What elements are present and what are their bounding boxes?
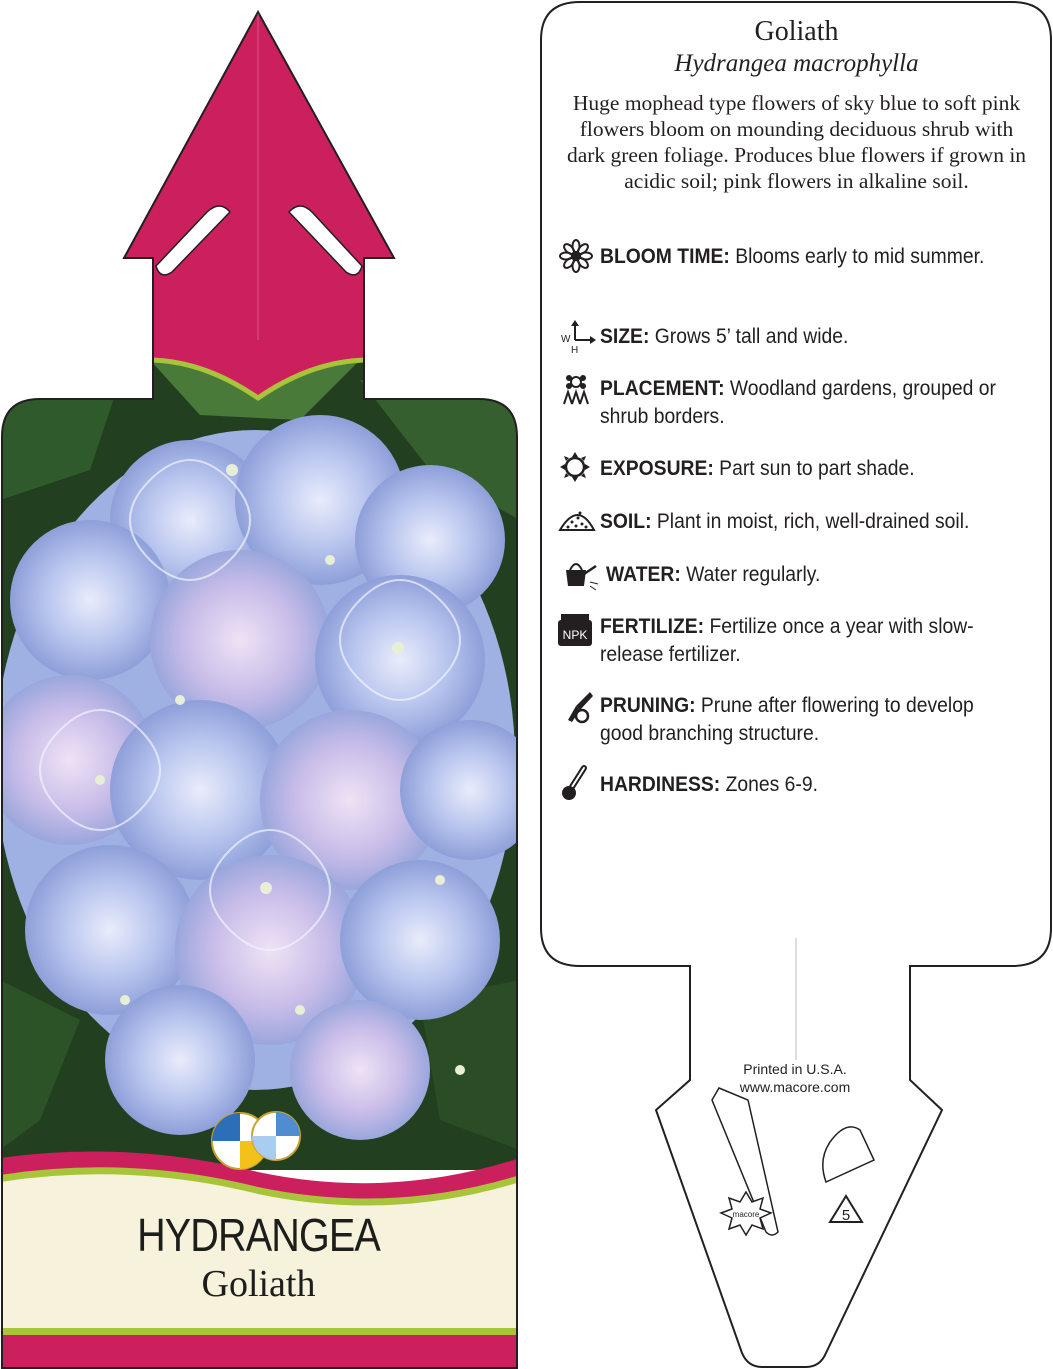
attribute-label: EXPOSURE:	[600, 457, 714, 480]
plant-genus-title: HYDRANGEA	[137, 1209, 380, 1261]
fertilizer-icon	[558, 614, 592, 646]
svg-text:W: W	[561, 334, 571, 345]
attribute-label: HARDINESS:	[600, 773, 721, 796]
attribute-label: FERTILIZE:	[600, 615, 705, 638]
svg-text:NPK: NPK	[562, 628, 588, 642]
attribute-label: PRUNING:	[600, 694, 696, 717]
printed-info	[700, 1060, 890, 1096]
attribute-text: Zones 6-9.	[725, 773, 818, 796]
printer-website: www.macore.com	[739, 1079, 851, 1095]
back-tag-outline	[541, 2, 1051, 1367]
attribute-text: Blooms early to mid summer.	[735, 245, 985, 268]
attribute-text: Woodland gardens, grouped or shrub borders.	[600, 377, 996, 428]
attribute-text: Part sun to part shade.	[719, 457, 915, 480]
printed-country: Printed in U.S.A.	[743, 1061, 847, 1077]
back-botanical-name: Hydrangea macrophylla	[674, 50, 919, 77]
attribute-label: WATER:	[606, 563, 681, 586]
attribute-text: Prune after flowering to develop good branching structure.	[600, 694, 974, 745]
plant-cultivar-title: Goliath	[201, 1263, 316, 1305]
attribute-text: Grows 5’ tall and wide.	[654, 325, 849, 348]
svg-text:H: H	[571, 345, 579, 356]
attribute-text: Fertilize once a year with slow-release fertilizer.	[600, 615, 974, 666]
svg-text:macore: macore	[732, 1210, 760, 1219]
svg-text:5: 5	[841, 1207, 851, 1224]
attribute-label: SIZE:	[600, 325, 650, 348]
attribute-label: BLOOM TIME:	[600, 245, 730, 268]
attribute-label: SOIL:	[600, 510, 652, 533]
plant-description: Huge mophead type flowers of sky blue to soft pink flowers bloom on mounding deciduous shrub with dark green foliage. Produces blue flowers if grown in acidic soil; pink flowers in alkaline soil.	[566, 91, 1027, 193]
attribute-text: Water regularly.	[686, 563, 821, 586]
macore-logo-icon	[721, 1192, 771, 1235]
back-plant-name: Goliath	[754, 16, 839, 47]
attribute-text: Plant in moist, rich, well-drained soil.	[656, 510, 970, 533]
attribute-label: PLACEMENT:	[600, 377, 725, 400]
